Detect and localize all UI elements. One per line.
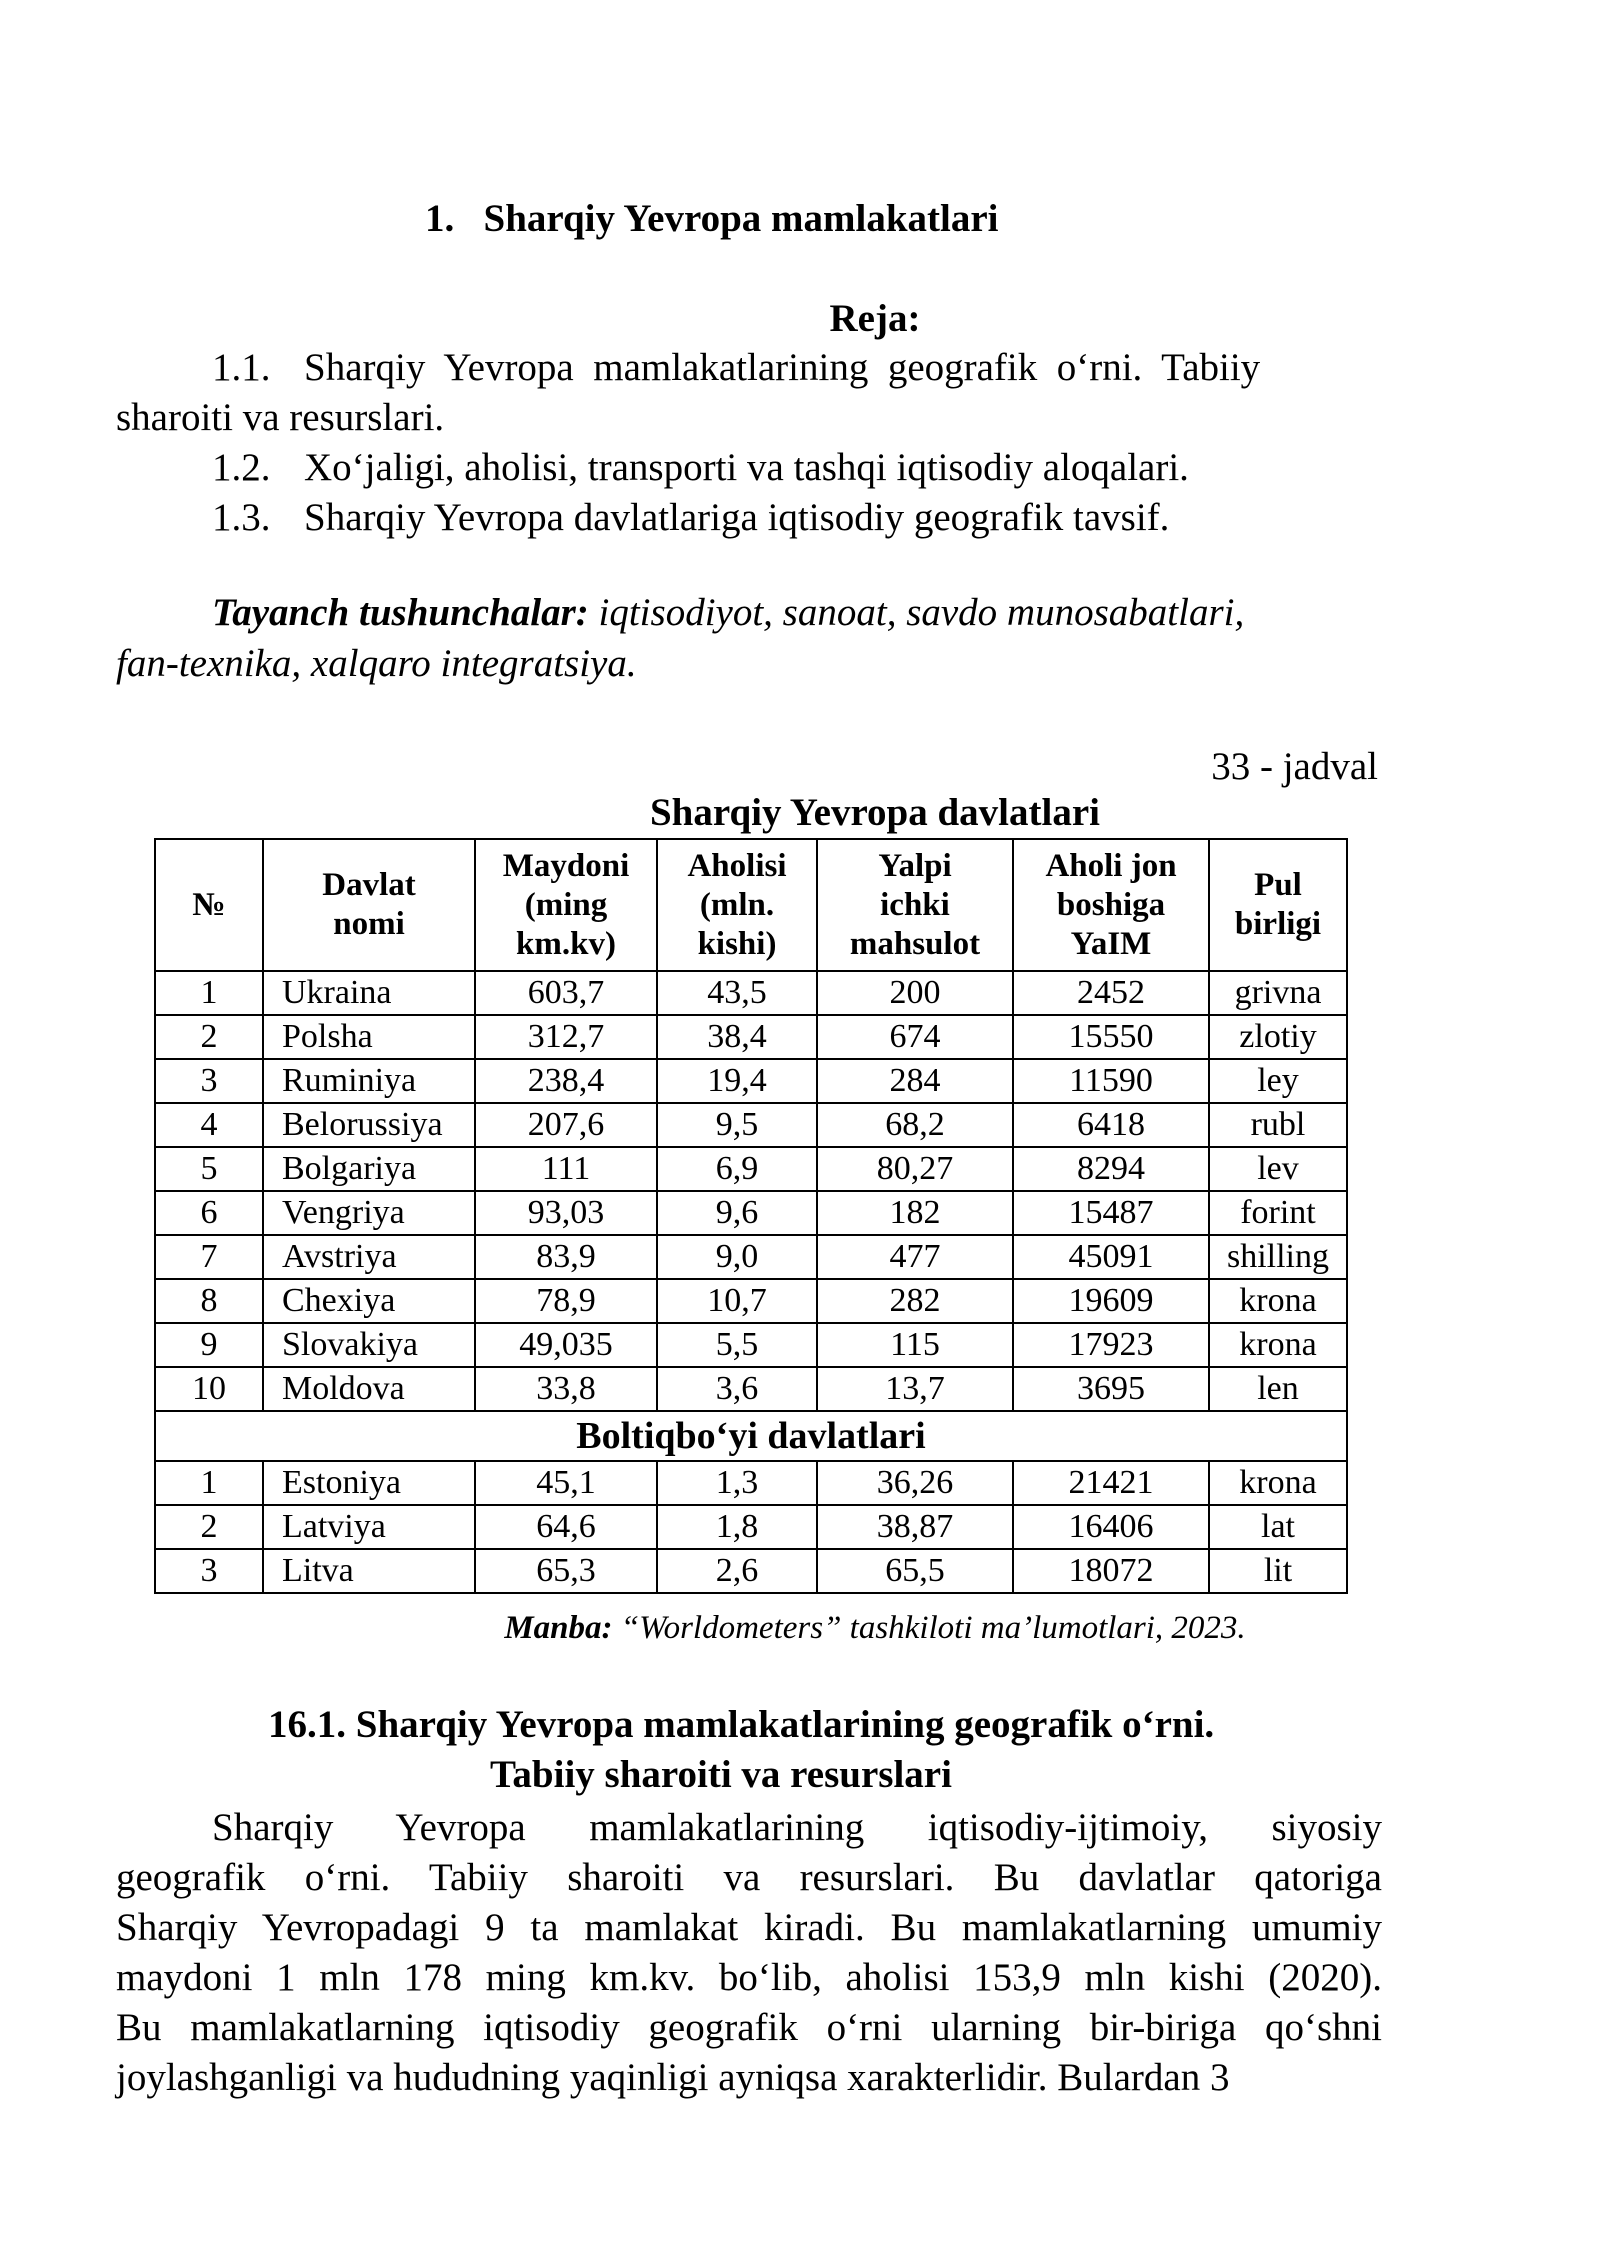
cell-currency: shilling	[1209, 1235, 1347, 1279]
cell-population: 5,5	[657, 1323, 817, 1367]
cell-area: 603,7	[475, 971, 657, 1015]
table-number-label: 33 - jadval	[1211, 745, 1378, 788]
cell-gdp: 200	[817, 971, 1013, 1015]
cell-population: 9,6	[657, 1191, 817, 1235]
cell-row-number: 1	[155, 1461, 263, 1505]
cell-country-name: Chexiya	[263, 1279, 475, 1323]
header-gdp: Yalpi ichki mahsulot	[817, 839, 1013, 971]
cell-gdp-per-capita: 16406	[1013, 1505, 1209, 1549]
cell-area: 83,9	[475, 1235, 657, 1279]
cell-gdp: 674	[817, 1015, 1013, 1059]
cell-row-number: 1	[155, 971, 263, 1015]
cell-currency: krona	[1209, 1279, 1347, 1323]
source-text: “Worldometers” tashkiloti ma’lumotlari, 2023.	[620, 1610, 1246, 1646]
keywords-label: Tayanch tushunchalar:	[212, 591, 589, 634]
cell-gdp: 68,2	[817, 1103, 1013, 1147]
table-row	[155, 1015, 1347, 1059]
eastern-europe-rows	[155, 971, 1347, 1411]
cell-gdp-per-capita: 15550	[1013, 1015, 1209, 1059]
cell-country-name: Moldova	[263, 1367, 475, 1411]
table-row	[155, 1059, 1347, 1103]
table-row	[155, 1367, 1347, 1411]
keywords-line-1	[212, 590, 1244, 635]
plan-item-1	[212, 345, 1260, 390]
table-row	[155, 1505, 1347, 1549]
section-title-line-1: 16.1. Sharqiy Yevropa mamlakatlarining geografik o‘rni.	[268, 1703, 1215, 1746]
cell-gdp: 115	[817, 1323, 1013, 1367]
cell-currency: len	[1209, 1367, 1347, 1411]
table-row	[155, 1461, 1347, 1505]
cell-area: 238,4	[475, 1059, 657, 1103]
table-section-title: Boltiqbo‘yi davlatlari	[155, 1411, 1347, 1461]
cell-area: 49,035	[475, 1323, 657, 1367]
table-row	[155, 1103, 1347, 1147]
cell-row-number: 10	[155, 1367, 263, 1411]
cell-row-number: 3	[155, 1059, 263, 1103]
countries-table	[154, 838, 1348, 1594]
header-number: №	[155, 839, 263, 971]
cell-population: 10,7	[657, 1279, 817, 1323]
cell-gdp-per-capita: 19609	[1013, 1279, 1209, 1323]
cell-gdp: 38,87	[817, 1505, 1013, 1549]
keywords-terms: iqtisodiyot, sanoat, savdo munosabatlari,	[598, 591, 1245, 634]
cell-population: 43,5	[657, 971, 817, 1015]
cell-population: 38,4	[657, 1015, 817, 1059]
plan-item-3	[212, 495, 1169, 540]
header-area: Maydoni (ming km.kv)	[475, 839, 657, 971]
cell-currency: forint	[1209, 1191, 1347, 1235]
cell-currency: zlotiy	[1209, 1015, 1347, 1059]
cell-gdp-per-capita: 21421	[1013, 1461, 1209, 1505]
paragraph-line: maydoni 1 mln 178 ming km.kv. bo‘lib, aholisi 153,9 mln kishi (2020).	[116, 1956, 1382, 1999]
cell-gdp: 477	[817, 1235, 1013, 1279]
paragraph-line: geografik o‘rni. Tabiiy sharoiti va resurslari. Bu davlatlar qatoriga	[116, 1856, 1382, 1899]
cell-row-number: 6	[155, 1191, 263, 1235]
table-header-row	[155, 839, 1347, 971]
cell-gdp-per-capita: 45091	[1013, 1235, 1209, 1279]
cell-currency: grivna	[1209, 971, 1347, 1015]
cell-population: 19,4	[657, 1059, 817, 1103]
header-country-name: Davlat nomi	[263, 839, 475, 971]
cell-population: 6,9	[657, 1147, 817, 1191]
cell-gdp: 182	[817, 1191, 1013, 1235]
paragraph-line: Sharqiy Yevropadagi 9 ta mamlakat kiradi. Bu mamlakatlarning umumiy	[116, 1906, 1382, 1949]
paragraph-line: Sharqiy Yevropa mamlakatlarining iqtisodiy-ijtimoiy, siyosiy	[212, 1806, 1382, 1849]
cell-row-number: 9	[155, 1323, 263, 1367]
cell-gdp: 13,7	[817, 1367, 1013, 1411]
cell-population: 3,6	[657, 1367, 817, 1411]
plan-item-text: Sharqiy Yevropa davlatlariga iqtisodiy geografik tavsif.	[304, 496, 1170, 539]
cell-row-number: 4	[155, 1103, 263, 1147]
cell-row-number: 2	[155, 1505, 263, 1549]
plan-heading: Reja:	[829, 297, 921, 340]
cell-country-name: Belorussiya	[263, 1103, 475, 1147]
cell-country-name: Bolgariya	[263, 1147, 475, 1191]
cell-country-name: Estoniya	[263, 1461, 475, 1505]
cell-country-name: Latviya	[263, 1505, 475, 1549]
chapter-title	[425, 196, 998, 241]
cell-population: 1,8	[657, 1505, 817, 1549]
paragraph-line: joylashganligi va hududning yaqinligi ayniqsa xarakterlidir. Bulardan 3	[116, 2056, 1230, 2099]
header-gdp-per-capita: Aholi jon boshiga YaIM	[1013, 839, 1209, 971]
cell-country-name: Ukraina	[263, 971, 475, 1015]
table-source	[0, 1610, 1600, 1647]
cell-currency: krona	[1209, 1461, 1347, 1505]
cell-population: 9,5	[657, 1103, 817, 1147]
cell-country-name: Polsha	[263, 1015, 475, 1059]
cell-population: 9,0	[657, 1235, 817, 1279]
cell-area: 64,6	[475, 1505, 657, 1549]
cell-gdp-per-capita: 8294	[1013, 1147, 1209, 1191]
cell-row-number: 5	[155, 1147, 263, 1191]
cell-area: 45,1	[475, 1461, 657, 1505]
cell-currency: lit	[1209, 1549, 1347, 1593]
cell-gdp: 80,27	[817, 1147, 1013, 1191]
table-row	[155, 1191, 1347, 1235]
cell-area: 93,03	[475, 1191, 657, 1235]
cell-gdp: 282	[817, 1279, 1013, 1323]
cell-currency: krona	[1209, 1323, 1347, 1367]
table-section-row	[155, 1411, 1347, 1461]
cell-currency: lat	[1209, 1505, 1347, 1549]
section-title-line-2: Tabiiy sharoiti va resurslari	[490, 1753, 952, 1796]
plan-item-text: Xo‘jaligi, aholisi, transporti va tashqi iqtisodiy aloqalari.	[304, 446, 1189, 489]
cell-gdp-per-capita: 6418	[1013, 1103, 1209, 1147]
cell-currency: rubl	[1209, 1103, 1347, 1147]
cell-gdp-per-capita: 17923	[1013, 1323, 1209, 1367]
plan-item-number: 1.2.	[212, 446, 271, 489]
cell-row-number: 3	[155, 1549, 263, 1593]
plan-item-1-continuation: sharoiti va resurslari.	[116, 396, 445, 439]
cell-country-name: Litva	[263, 1549, 475, 1593]
cell-gdp: 36,26	[817, 1461, 1013, 1505]
cell-country-name: Avstriya	[263, 1235, 475, 1279]
chapter-title-text: Sharqiy Yevropa mamlakatlari	[483, 197, 999, 240]
cell-currency: ley	[1209, 1059, 1347, 1103]
table-title: Sharqiy Yevropa davlatlari	[649, 791, 1100, 834]
plan-item-number: 1.3.	[212, 496, 271, 539]
cell-gdp: 284	[817, 1059, 1013, 1103]
cell-gdp-per-capita: 3695	[1013, 1367, 1209, 1411]
cell-row-number: 2	[155, 1015, 263, 1059]
header-population: Aholisi (mln. kishi)	[657, 839, 817, 971]
table-row	[155, 1147, 1347, 1191]
cell-gdp: 65,5	[817, 1549, 1013, 1593]
table-row	[155, 1549, 1347, 1593]
header-currency: Pul birligi	[1209, 839, 1347, 971]
cell-currency: lev	[1209, 1147, 1347, 1191]
cell-gdp-per-capita: 18072	[1013, 1549, 1209, 1593]
cell-gdp-per-capita: 2452	[1013, 971, 1209, 1015]
plan-item-2	[212, 445, 1189, 490]
table-row	[155, 971, 1347, 1015]
chapter-number: 1.	[425, 197, 455, 240]
cell-population: 2,6	[657, 1549, 817, 1593]
table-row	[155, 1279, 1347, 1323]
cell-area: 312,7	[475, 1015, 657, 1059]
cell-area: 111	[475, 1147, 657, 1191]
source-label: Manba:	[504, 1610, 613, 1646]
cell-area: 65,3	[475, 1549, 657, 1593]
cell-country-name: Vengriya	[263, 1191, 475, 1235]
table-row	[155, 1235, 1347, 1279]
cell-area: 207,6	[475, 1103, 657, 1147]
cell-gdp-per-capita: 15487	[1013, 1191, 1209, 1235]
baltic-rows	[155, 1461, 1347, 1593]
table-row	[155, 1323, 1347, 1367]
cell-row-number: 8	[155, 1279, 263, 1323]
keywords-line-2: fan-texnika, xalqaro integratsiya.	[116, 642, 637, 685]
cell-area: 78,9	[475, 1279, 657, 1323]
cell-population: 1,3	[657, 1461, 817, 1505]
plan-item-text: Sharqiy Yevropa mamlakatlarining geografik o‘rni. Tabiiy	[304, 346, 1261, 389]
cell-country-name: Ruminiya	[263, 1059, 475, 1103]
cell-gdp-per-capita: 11590	[1013, 1059, 1209, 1103]
plan-item-number: 1.1.	[212, 346, 271, 389]
cell-country-name: Slovakiya	[263, 1323, 475, 1367]
cell-area: 33,8	[475, 1367, 657, 1411]
paragraph-line: Bu mamlakatlarning iqtisodiy geografik o‘rni ularning bir-biriga qo‘shni	[116, 2006, 1382, 2049]
cell-row-number: 7	[155, 1235, 263, 1279]
